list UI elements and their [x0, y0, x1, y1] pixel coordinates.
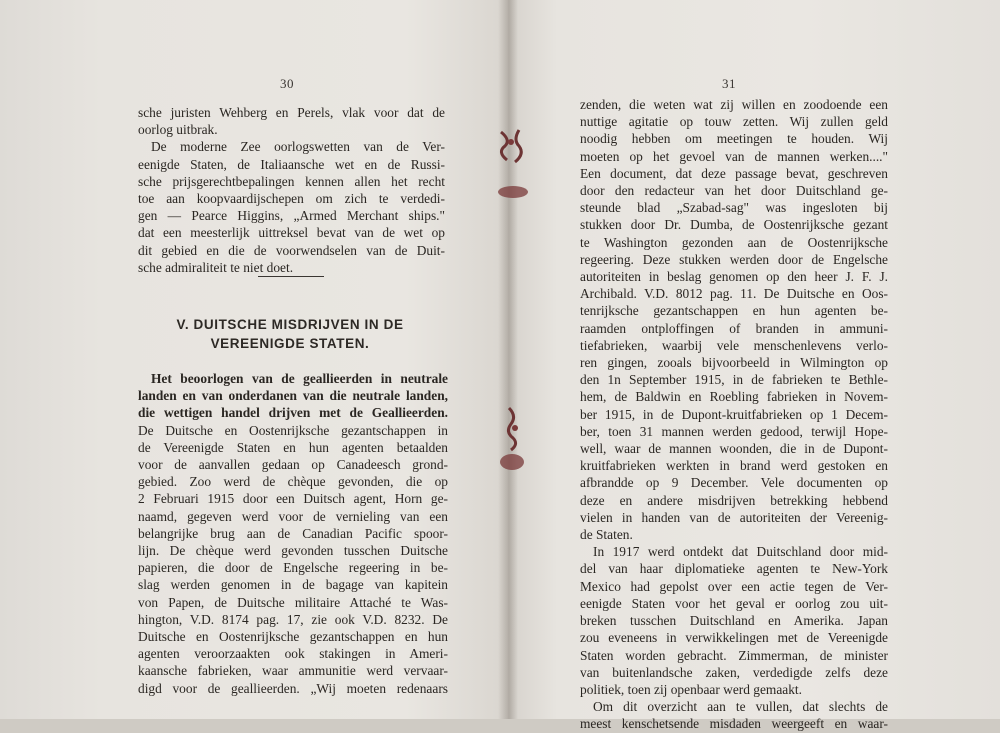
text-line: eenigde Staten, de Italiaansche wet en de Russi- [138, 156, 445, 172]
text-line: voor de aanvallen gedaan op Canadeesch grond- [138, 457, 448, 472]
text-line: dat een meesterlijk uittreksel bevat van de wet op [138, 225, 445, 241]
text-line: autoriteiten in beslag genomen op den heer J. F. J. [580, 269, 888, 285]
text-line: In 1917 werd ontdekt dat Duitschland door mid- [593, 544, 888, 560]
text-line: hington, V.D. 8174 pag. 17, zie ook V.D. 8232. De [138, 611, 448, 627]
text-line: toe aan koopvaardijschepen om zich te verdedi- [138, 191, 445, 207]
text-line: den 1n September 1915, in de fabrieken te Bethle- [580, 372, 888, 388]
text-line: Duitsche en Oostenrijksche gezantschappen en hun [138, 629, 448, 645]
text-line: steunde blad „Szabad-sag" was ingesloten bij [580, 200, 888, 216]
section-divider [258, 276, 324, 277]
text-line: dit gebied en die de voorwendselen van de Duit- [138, 242, 445, 258]
text-line: door den redacteur van het door Duitschland ge- [580, 183, 888, 199]
text-line: tenrijksche gezantschappen en hun agenten be- [580, 303, 888, 319]
text-line: Een document, dat deze passage bevat, geschreven [580, 165, 888, 181]
text-line: stukken door Dr. Dumba, de Oostenrijksche gezant [580, 217, 888, 233]
body-text [580, 96, 888, 733]
text-line: de Vereenigde Staten en hun agenten betaalden [138, 439, 448, 455]
text-line: Om dit overzicht aan te vullen, dat slechts de [593, 699, 888, 715]
page-number: 30 [280, 76, 294, 91]
text-line: eenigde Staten voor het geval er oorlog zou uit- [580, 595, 888, 611]
page-number: 31 [722, 76, 736, 91]
text-line: die wettigen handel drijven met de Geallieerden. [138, 405, 448, 421]
text-line: well, waar de mannen woonden, die in de Dupont- [580, 441, 888, 457]
text-line: kruitfabrieken werkten in brand werd gestoken en [580, 458, 888, 474]
text-line: gebied. Zoo werd de chèque gevonden, die op [138, 474, 448, 490]
body-text [138, 422, 448, 697]
text-line: De Duitsche en Oostenrijksche gezantschappen in [138, 422, 448, 438]
text-line: del van haar diplomatieke agenten te New-York [580, 561, 888, 577]
thread-stain [498, 186, 528, 198]
text-line: van buitenlandsche zaken, verdedigde zelfs deze [580, 664, 888, 680]
text-line: zou eveneens in verwikkelingen met de Vereenigde [580, 630, 888, 646]
text-line: politiek, toen zij openbaar werd gemaakt. [580, 681, 802, 697]
text-line: sche juristen Wehberg en Perels, vlak voor dat de [138, 105, 445, 120]
text-line: zenden, die weten wat zij willen en zoodoende een [580, 97, 888, 112]
text-line: moeten op het gevoel van de mannen werken...." [580, 148, 888, 164]
paragraph-continuation [138, 104, 445, 276]
left-page [0, 0, 508, 719]
text-line: breken tusschen Duitschland en Amerika. Japan [580, 613, 888, 629]
text-line: vielen in handen van de autoriteiten der Vereenig- [580, 509, 888, 525]
text-line: sche prijsgerechtbepalingen kennen allen het recht [138, 173, 445, 189]
text-line: Staten worden gebracht. Zimmerman, de minister [580, 647, 888, 663]
text-line: sche admiraliteit te niet doet. [138, 259, 294, 275]
text-line: te Washington gezonden aan de Oostenrijksche [580, 234, 888, 250]
text-line: hem, de Baldwin en Roebling fabrieken in Novem- [580, 389, 888, 405]
text-line: ber 1915, in de Dupont-kruitfabrieken op 1 Decem- [580, 406, 888, 422]
text-line: De moderne Zee oorlogswetten van de Ver- [151, 139, 445, 155]
text-line: landen en van onderdanen van die neutrale landen, [138, 388, 448, 404]
section-heading-line2: VEREENIGDE STATEN. [210, 336, 370, 351]
text-line: raamden ontploffingen of branden in ammuni- [580, 320, 888, 336]
text-line: agenten veroorzaakten ook stakingen in Ameri- [138, 646, 448, 662]
text-line: ber, toen 31 mannen werden gedood, terwijl Hope- [580, 423, 888, 439]
binding-thread-mark [499, 406, 529, 452]
text-line: belangrijke brug aan de Canadian Pacific spoor- [138, 525, 448, 541]
section-heading-line1: V. DUITSCHE MISDRIJVEN IN DE [176, 317, 404, 332]
text-line: ren gingen, zooals bijvoorbeeld in Wilmington op [580, 355, 888, 371]
text-line: papieren, die door de Engelsche regeering in be- [138, 560, 448, 576]
bold-subheading [138, 370, 448, 422]
text-line: deze en andere misdrijven betrekking hebbend [580, 492, 888, 508]
text-line: oorlog uitbrak. [138, 122, 218, 138]
text-line: digd voor de geallieerden. „Wij moeten redenaars [138, 680, 448, 696]
text-line: Archibald. V.D. 8012 pag. 11. De Duitsche en Oos- [580, 286, 888, 302]
text-line: lijn. De chèque werd gevonden tusschen Duitsche [138, 543, 448, 559]
text-line: naamd, gegeven werd voor de vernieling van een [138, 508, 448, 524]
right-page [508, 0, 1000, 732]
text-line: kaansche fabrieken, waar ammunitie werd vervaar- [138, 663, 448, 679]
text-line: meest kenschetsende misdaden weergeeft en waar- [580, 716, 888, 732]
text-line: slag werden genomen in de bagage van kapitein [138, 577, 448, 593]
text-line: tiefabrieken, waarbij vele menschenlevens verlo- [580, 337, 888, 353]
text-line: nuttige agitatie op touw zetten. Wij zullen geld [580, 114, 888, 130]
text-line: von Papen, de Duitsche militaire Attaché te Was- [138, 594, 448, 610]
thread-stain [500, 454, 524, 470]
text-line: gen — Pearce Higgins, „Armed Merchant ships." [138, 208, 445, 224]
text-line: Het beoorlogen van de geallieerden in neutrale [151, 371, 448, 386]
text-line: regeering. Deze stukken werden door de Engelsche [580, 251, 888, 267]
text-line: afbrandde op 9 December. Vele documenten op [580, 475, 888, 491]
text-line: noodig hebben om meetingen te houden. Wij [580, 131, 888, 147]
text-line: de Staten. [580, 527, 633, 543]
binding-thread-mark [493, 126, 533, 166]
text-line: Mexico had gepolst over een actie tegen de Ver- [580, 578, 888, 594]
book-gutter [498, 0, 518, 719]
text-line: 2 Februari 1915 door een Duitsch agent, Horn ge- [138, 491, 448, 507]
